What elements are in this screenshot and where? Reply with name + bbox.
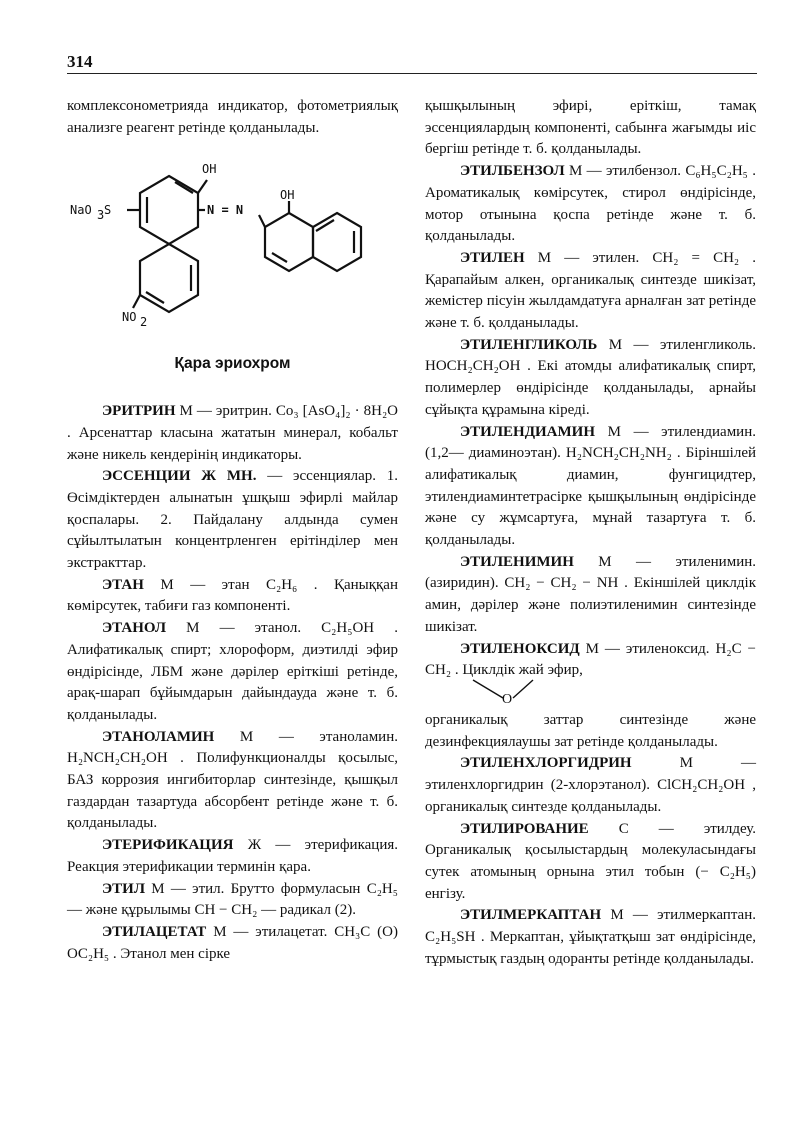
definition: М — этан C₂H₆ . Қаныққан көмірсутек, табиғи газ компоненті. [67,576,398,615]
ring-c [265,213,313,271]
entry-eritrin [67,401,398,466]
definition: С — этилдеу. Органикалық қосылыстардың молекуласындағы сутек атомының орнына этил тобын (− C₂H₅) енгізу. [425,820,756,902]
headword: ЭТИЛЕНИМИН [460,553,574,570]
no2-label: NO [122,310,137,325]
ring-b [140,244,198,312]
definition: М — этиленхлоргидрин (2-хлорэтанол). ClCH₂CH₂OH , органикалық синтезде қолданылады. [425,755,756,815]
entry-etanol [67,618,398,727]
headword: ЭТИЛ [102,880,146,897]
entry-etilenoksid [425,639,756,682]
entry-essentsii [67,466,398,575]
definition: М — этилен. CH₂ = CH₂ . Қарапайым алкен, органикалық синтезде шикізат, жемістер пісуін жылдамдатуға арналған зат ретінде және т. б. қолданылады. [425,249,756,332]
azo-label: N = N [207,203,244,218]
structural-formula [67,153,398,343]
no2-sub: 2 [140,315,148,330]
headword: ЭТИЛЕНХЛОРГИДРИН [460,755,632,772]
entry-etilenglikol [425,335,756,422]
definition: М — этиленимин. (азиридин). CH₂ − CH₂ − NH . Екіншілей циклдік амин, дәрілер және полиэтиленимин синтезінде шикізат. [425,553,756,635]
headword: ЭТЕРИФИКАЦИЯ [102,837,234,854]
naso3-sub: 3 [97,208,105,223]
entry-etilbenzol [425,161,756,248]
definition: М — этилмеркаптан. C₂H₅SH . Меркаптан, ұйықтатқыш зат өндірісінде, тұрмыстық газдың одоранты ретінде қолданылады. [425,907,756,967]
headword: ЭТАН [102,576,144,593]
entry-etilen [425,248,756,335]
entry-etilendiamin [425,422,756,552]
entry-etilirovanie [425,819,756,906]
headword: ЭТИЛБЕНЗОЛ [460,163,565,180]
figure-caption: Қара эриохром [174,355,291,373]
definition: М — этиленоксид. H₂C − CH₂ . Циклдік жай эфир, [425,640,756,679]
headword: ЭТИЛЕНДИАМИН [460,423,596,440]
left-column [67,96,398,965]
intro-text: комплексонометрияда индикатор, фотометриялық анализге реагент ретінде қолданылады. [67,98,398,136]
definition: М — этил. Брутто формуласын C₂H₅ — және құрылымы CH − CH₂ — радикал (2). [67,880,398,919]
entry-etil [67,879,398,922]
epoxide-oxygen: O [502,691,513,706]
headword: ЭРИТРИН [102,403,176,420]
headword: ЭТИЛЕН [460,249,525,266]
entry-etilmerkaptan [425,905,756,970]
definition: Ж — этерификация. Реакция этерификации терминін қара. [67,837,398,875]
oh-label-2: OH [280,188,295,203]
entry-etilenimin [425,552,756,639]
definition: — эссенциялар. 1. Өсімдіктерден алынатын ұшқыш эфирлі майлар қоспалары. 2. Пайдалану алдында сумен сұйылтылатын концентрленген ерітінділер мен экстракттар. [67,468,399,572]
page-number: 314 [67,52,93,71]
headword: ЭТАНОЛАМИН [102,728,215,745]
entry-etilenoksid-cont [425,710,756,753]
epoxide-ring [425,682,756,710]
headword: ЭТИЛЕНОКСИД [460,640,580,657]
definition: М — этаноламин. H₂NCH₂CH₂OH . Полифункционалды қосылыс, БАЗ коррозия ингибиторлар синтезінде, қышқыл газдардан тазартуда абсорбент ретінде және т. б. қолданылады. [67,728,398,832]
definition: М — этилендиамин. (1,2— диаминоэтан). H₂NCH₂CH₂NH₂ . Біріншілей алифатикалық диамин, фунгицидтер, этилендиаминтетрасірке қышқылының өндірісінде және су жұмсартуға, мұнай тазартуға т. б. қолданылады. [425,423,756,549]
header-rule [67,73,757,74]
right-column [425,96,756,970]
definition: органикалық заттар синтезінде және дезинфекциялаушы зат ретінде қолданылады. [425,711,756,750]
epoxide-bridge [465,678,585,706]
ring-a [140,176,198,244]
headword: ЭТИЛИРОВАНИЕ [460,820,589,837]
entry-etilenxlorgidrin [425,753,756,818]
entry-etanolamin [67,727,398,836]
definition: М — этилацетат. CH₃C (O) OC₂H₅ . Этанол мен сірке [67,923,398,962]
definition: М — эритрин. Co₃ [AsO₄]₂ · 8H₂O . Арсенаттар класына жататын минерал, кобальт және никель кендерінің индикаторы. [67,403,398,463]
entry-eterifikatsiya [67,835,398,878]
headword: ЭТИЛЕНГЛИКОЛЬ [460,336,598,353]
sulfur-label: S [104,203,112,218]
headword: ЭТИЛМЕРКАПТАН [460,907,602,924]
headword: ЭТИЛАЦЕТАТ [102,923,207,940]
entry-etilatsetat [67,922,398,965]
headword: ЭТАНОЛ [102,620,167,637]
oh-label-1: OH [202,162,217,177]
definition: М — этанол. C₂H₅OH . Алифатикалық спирт; хлороформ, диэтилді эфир өндірісінде, ЛБМ және дәрілер еріткіші ретінде, арақ-шарап бұйымдарын дайындауда және т. б. қолданылады. [67,620,398,723]
naso3-label: NaO [70,203,92,218]
headword: ЭССЕНЦИИ Ж МН. [102,468,257,485]
definition: М — этилбензол. C₆H₅C₂H₅ . Ароматикалық көмірсутек, стирол өндірісінде, мотор отынына қоспа ретінде және т. б. қолданылады. [425,163,756,245]
definition: М — этиленгликоль. HOCH₂CH₂OH . Екі атомды алифатикалық спирт, полимерлер өндірісінде қолданылады, арнайы сұйықта құрамына кіреді. [425,336,756,418]
eriochrome-structure [67,153,398,343]
entry-etan [67,575,398,618]
continuation-text: қышқылының эфирі, еріткіш, тамақ эссенциялардың компоненті, сабынға жағымды иіс бергіш ретінде т. б. қолданылады. [425,98,756,158]
